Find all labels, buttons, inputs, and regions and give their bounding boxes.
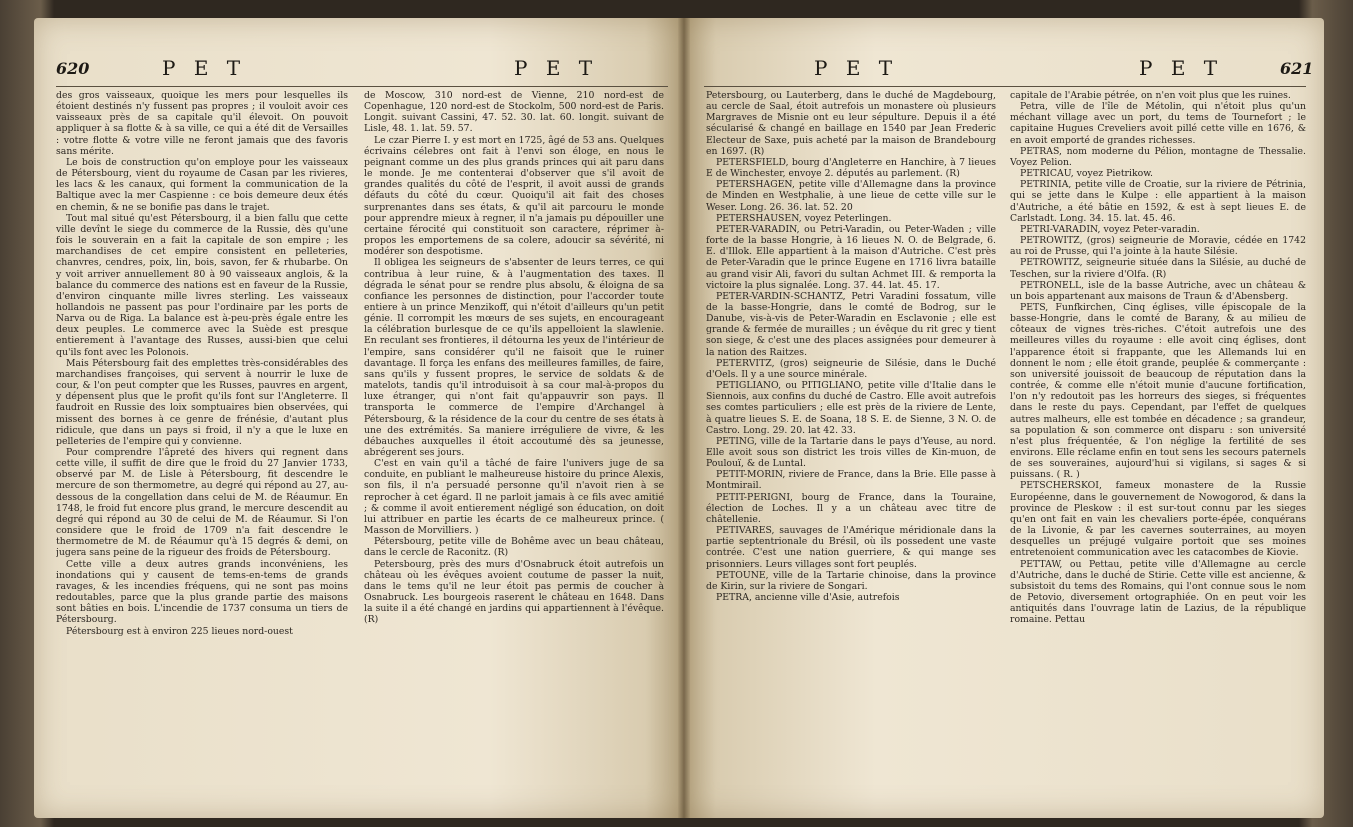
entry-paragraph: PETS, Funfkirchen, Cinq églises, ville épiscopale de la basse-Hongrie, dans le comté de Barany, & au milieu de côteaux de vignes très-riches. C'étoit autrefois une des meilleures villes du royaume : elle avoit cinq églises, dont l'apparence étoit si frappante, que les Allemands lui en donnent le nom ; elle étoit grande, peuplée & commerçante : son université jouissoit de beaucoup de réputation dans la contrée, & comme elle n'étoit munie d'aucune fortification, l'on n'y redoutoit pas les horreurs des sieges, si fréquentes dans le reste du pays. Cependant, par l'effet de quelques autres malheurs, elle est tombée en décadence ; sa grandeur, sa population & son commerce ont disparu : son université n'est plus fréquentée, & l'on néglige la fertilité de ses environs. Elle réclame enfin en tout sens les secours paternels de ses souveraines, aujourd'hui si vigilans, si sages & si puissans. ( R. ) [1010, 301, 1306, 481]
entry-paragraph: Mais Pétersbourg fait des emplettes très-considérables des marchandises françoises, qui servent à nourrir le luxe de cour, & l'on peut compter que les Russes, pauvres en argent, y dépensent plus que le profit qu'ils font sur l'Angleterre. Il faudroit en Russie des loix somptuaires bien observées, qui missent des bornes à ce genre de frénésie, d'autant plus ridicule, que dans un pays si froid, il n'y a que le luxe en pelleteries de l'empire qui y convienne. [56, 357, 348, 447]
left-column-2 [364, 90, 664, 818]
entry-paragraph: Le czar Pierre I. y est mort en 1725, âgé de 53 ans. Quelques écrivains célebres ont fait à l'envi son éloge, en nous le peignant comme un des plus grands princes qui ait paru dans le monde. Je me contenterai d'observer que s'il avoit de grandes qualités du côté de l'esprit, il avoit aussi de grands défauts du côté du cœur. Quoiqu'il ait fait des choses surprenantes dans ses états, & qu'il ait parcouru le monde pour apprendre mieux à regner, il n'a jamais pu dépouiller une certaine férocité qui constituoit son caractere, réprimer à-propos les emportemens de sa colere, adoucir sa sévérité, ni modérer son despotisme. [364, 134, 664, 258]
entry-paragraph: PETER-VARDIN-SCHANTZ, Petri Varadini fossatum, ville de la basse-Hongrie, dans le comté de Bodrog, sur le Danube, vis-à-vis de Peter-Waradin en Esclavonie ; elle est grande & fermée de murailles ; un évêque du rit grec y tient son siege, & c'est une des places assignées pour demeurer à la nation des Raitzes. [706, 290, 996, 358]
entry-paragraph: PETIT-PERIGNI, bourg de France, dans la Touraine, élection de Loches. Il y a un château avec titre de châtellenie. [706, 491, 996, 525]
entry-paragraph: Cette ville a deux autres grands inconvéniens, les inondations qui y causent de tems-en-tems de grands ravages, & les incendies fréquens, qui ne sont pas moins redoutables, parce que la plus grande partie des maisons sont bâties en bois. L'incendie de 1737 consuma un tiers de Pétersbourg. [56, 558, 348, 626]
entry-paragraph: PETING, ville de la Tartarie dans le pays d'Yeuse, au nord. Elle avoit sous son district les trois villes de Kin-muon, de Poulouï, & de Luntal. [706, 435, 996, 470]
entry-paragraph: PETRICAU, voyez Pietrikow. [1020, 168, 1154, 180]
right-head-title-2: P E T [1139, 56, 1224, 80]
entry-paragraph: PETRAS, nom moderne du Pélion, montagne de Thessalie. Voyez Pelion. [1010, 145, 1306, 168]
entry-paragraph: des gros vaisseaux, quoique les mers pour lesquelles ils étoient destinés n'y fussent pas propres ; il vouloit avoir ces vaisseaux près de sa capitale qu'il élevoit. On pouvoit appliquer à sa flotte & à sa ville, ce qui a été dit de Versailles : votre flotte & votre ville ne feront jamais que des favoris sans mérite. [56, 90, 348, 157]
right-page [684, 18, 1324, 818]
left-page [34, 18, 684, 818]
left-column-1 [56, 90, 348, 818]
entry-paragraph: PETIGLIANO, ou PITIGLIANO, petite ville d'Italie dans le Siennois, aux confins du duché de Castro. Elle avoit autrefois ses comtes particuliers ; elle est près de la riviere de Lente, à quatre lieues S. E. de Soana, 18 S. E. de Sienne, 3 N. O. de Castro. Long. 29. 20. lat 42. 33. [706, 380, 996, 436]
left-head-title-1: P E T [162, 56, 247, 80]
entry-paragraph: Petersbourg, près des murs d'Osnabruck étoit autrefois un château où les évêques avoient coutume de passer la nuit, dans le tems qu'il ne leur étoit pas permis de coucher à Osnabruck. Les bourgeois raserent le château en 1648. Dans la suite il a été changé en jardins qui appartiennent à l'évêque. (R) [364, 558, 664, 626]
right-head-title-1: P E T [814, 56, 899, 80]
entry-paragraph: PETRINIA, petite ville de Croatie, sur la riviere de Pétrinia, qui se jette dans le Kulpe : elle appartient à la maison d'Autriche, a été bâtie en 1592, & est à sept lieues E. de Carlstadt. Long. 34. 15. lat. 45. 46. [1010, 179, 1306, 224]
entry-paragraph: PETIVARES, sauvages de l'Amérique méridionale dans la partie septentrionale du Brésil, où ils possedent une vaste contrée. C'est une nation guerriere, & qui mange ses prisonniers. Leurs villages sont fort peuplés. [706, 525, 996, 570]
right-column-2 [1010, 90, 1306, 818]
entry-paragraph: Le bois de construction qu'on employe pour les vaisseaux de Pétersbourg, vient du royaume de Casan par les rivieres, les lacs & les canaux, qui forment la communication de la Baltique avec la mer Caspienne : ce bois demeure deux étés en chemin, & ne se bonifie pas dans le trajet. [56, 156, 348, 213]
left-page-number: 620 [56, 59, 90, 78]
entry-paragraph: Petersbourg, ou Lauterberg, dans le duché de Magdebourg, au cercle de Saal, étoit autrefois un monastere où plusieurs Margraves de Misnie ont eu leur sépulture. Depuis il a été sécularisé & changé en baillage en 1540 par Jean Frederic Electeur de Saxe, puis acheté par la maison de Brandebourg en 1697. (R) [706, 90, 996, 157]
entry-paragraph: C'est en vain qu'il a tâché de faire l'univers juge de sa conduite, en publiant le malheureuse histoire du prince Alexis, son fils, il n'a persuadé personne qu'il n'avoit rien à se reprocher à cet égard. Il ne parloit jamais à ce fils avec amitié ; & comme il avoit entierement négligé son éducation, on doit lui attribuer en partie les écarts de ce malheureux prince. ( Masson de Morvilliers. ) [364, 458, 664, 537]
right-column-1 [706, 90, 996, 818]
entry-paragraph: PETIT-MORIN, riviere de France, dans la Brie. Elle passe à Montmirail. [706, 469, 996, 492]
entry-paragraph: PETROWITZ, (gros) seigneurie de Moravie, cédée en 1742 au roi de Prusse, qui l'a jointe à la haute Silésie. [1010, 235, 1306, 258]
entry-paragraph: Il obligea les seigneurs de s'absenter de leurs terres, ce qui contribua à leur ruine, & à l'augmentation des taxes. Il dégrada le sénat pour se rendre plus absolu, & éloigna de sa confiance les personnes de distinction, pour l'accorder toute entiere à un prince Menzikoff, qui n'étoit d'ailleurs qu'un petit génie. Il corrompit les mœurs de ses sujets, en encourageant la célébration burlesque de ce qu'ils appelloient la slawlenie. En reculant ses frontieres, il détourna les yeux de l'intérieur de l'empire, sans considérer qu'il ne faisoit que le ruiner davantage. Il força les enfans des meilleures familles, de faire, sans qu'ils y fussent propres, le service de soldats & de matelots, tandis qu'il introduisoit à sa cour mal-à-propos du luxe étranger, qui n'ont fait qu'appauvrir son pays. Il transporta le commerce de l'empire d'Archangel à Pétersbourg, & la résidence de la cour du centre de ses états à une des extrémités. Sa maniere irréguliere de vivre, & les débauches auxquelles il étoit accoutumé dès sa jeunesse, abrégerent ses jours. [364, 257, 664, 458]
right-head-rule [704, 86, 1306, 87]
entry-paragraph: Tout mal situé qu'est Pétersbourg, il a bien fallu que cette ville devînt le siege du commerce de la Russie, dès qu'une fois le souverain en a fait la capitale de son empire ; les marchandises de cet empire consistent en pelleteries, chanvres, cendres, poix, lin, bois, savon, fer & rhubarbe. On y voit arriver annuellement 80 à 90 vaisseaux anglois, & la balance du commerce des nations est en faveur de la Russie, d'environ cinquante mille livres sterling. Les vaisseaux hollandois ne passent pas pour l'ordinaire par les ports de Narva ou de Riga. La balance est à-peu-près égale entre les deux peuples. Le commerce avec la Suède est presque entierement à l'avantage des Russes, aussi-bien que celui qu'ils font avec les Polonois. [56, 212, 348, 358]
entry-paragraph: capitale de l'Arabie pétrée, on n'en voit plus que les ruines. [1010, 90, 1291, 101]
entry-paragraph: PETSCHERSKOI, fameux monastere de la Russie Européenne, dans le gouvernement de Nowogorod, & dans la province de Pleskow : il est sur-tout connu par les sieges qu'en ont fait en vain les chevaliers porte-épée, conquérans de la Livonie, & par les cavernes souterraines, au moyen desquelles un préjugé vulgaire portoit que ses moines entretenoient communication avec les catacombes de Kiovie. [1010, 480, 1306, 559]
entry-paragraph: PETER-VARADIN, ou Petri-Varadin, ou Peter-Waden ; ville forte de la basse Hongrie, à 16 lieues N. O. de Belgrade, 6. E. d'Illok. Elle appartient à la maison d'Autriche. C'est près de Peter-Varadin que le prince Eugene en 1716 livra bataille au grand visir Ali, favori du sultan Achmet III. & remporta la victoire la plus signalée. Long. 37. 44. lat. 45. 17. [706, 223, 996, 291]
book-gutter [678, 18, 690, 818]
right-running-head [684, 56, 1324, 86]
entry-paragraph: PETERSHAGEN, petite ville d'Allemagne dans la province de Minden en Westphalie, à une lieue de cette ville sur le Weser. Long. 26. 36. lat. 52. 20 [706, 179, 996, 213]
entry-paragraph: PETERSHAUSEN, voyez Peterlingen. [716, 212, 892, 224]
left-head-title-2: P E T [514, 56, 599, 80]
entry-paragraph: Pour comprendre l'âpreté des hivers qui regnent dans cette ville, il suffit de dire que le froid du 27 Janvier 1733, observé par M. de Lisle à Pétersbourg, fit descendre le mercure de son thermometre, au degré qui répond au 27, au-dessous de la congellation dans celui de M. de Réaumur. En 1748, le froid fut encore plus grand, le mercure descendit au degré qui répond au 30 de celui de M. de Réaumur. Si l'on considere que le froid de 1709 n'a fait descendre le thermometre de M. de Réaumur qu'à 15 degrés & demi, on jugera sans peine de la rigueur des froids de Pétersbourg. [56, 447, 348, 559]
entry-paragraph: PETROWITZ, seigneurie située dans la Silésie, au duché de Teschen, sur la riviere d'Olfa. (R) [1010, 257, 1306, 280]
entry-paragraph: PETRI-VARADIN, voyez Peter-varadin. [1020, 223, 1200, 235]
entry-paragraph: PETOUNE, ville de la Tartarie chinoise, dans la province de Kirin, sur la riviere de Songari. [706, 569, 996, 592]
entry-paragraph: PETERSFIELD, bourg d'Angleterre en Hanchire, à 7 lieues E de Winchester, envoye 2. députés au parlement. (R) [706, 156, 996, 180]
left-head-rule [56, 86, 668, 87]
entry-paragraph: Pétersbourg, petite ville de Bohême avec un beau château, dans le cercle de Raconitz. (R) [364, 536, 664, 559]
left-running-head [34, 56, 684, 86]
entry-paragraph: Petra, ville de l'île de Métolin, qui n'étoit plus qu'un méchant village avec un port, du tems de Tournefort ; le capitaine Hugues Creveliers avoit pillé cette ville en 1676, & en avoit emporté de grandes richesses. [1010, 101, 1306, 146]
entry-paragraph: Pétersbourg est à environ 225 lieues nord-ouest [66, 625, 293, 637]
right-page-number: 621 [1280, 59, 1314, 78]
entry-paragraph: PETRONELL, isle de la basse Autriche, avec un château & un bois appartenant aux maisons de Traun & d'Abensberg. [1010, 279, 1306, 302]
entry-paragraph: PETTAW, ou Pettau, petite ville d'Allemagne au cercle d'Autriche, dans le duché de Stirie. Cette ville est ancienne, & subsistoit du tems des Romains, qui l'ont connue sous le nom de Petovio, diversement ortographiée. On en peut voir les antiquités dans l'ouvrage latin de Lazius, de la république romaine. Pettau [1010, 558, 1306, 626]
entry-paragraph: de Moscow, 310 nord-est de Vienne, 210 nord-est de Copenhague, 120 nord-est de Stockolm, 500 nord-est de Paris. Longit. suivant Cassini, 47. 52. 30. lat. 60. longit. suivant de Lisle, 48. 1. lat. 59. 57. [364, 90, 664, 135]
entry-paragraph: PETERVITZ, (gros) seigneurie de Silésie, dans le Duché d'Oels. Il y a une source minérale. [706, 357, 996, 380]
entry-paragraph: PETRA, ancienne ville d'Asie, autrefois [716, 592, 900, 604]
